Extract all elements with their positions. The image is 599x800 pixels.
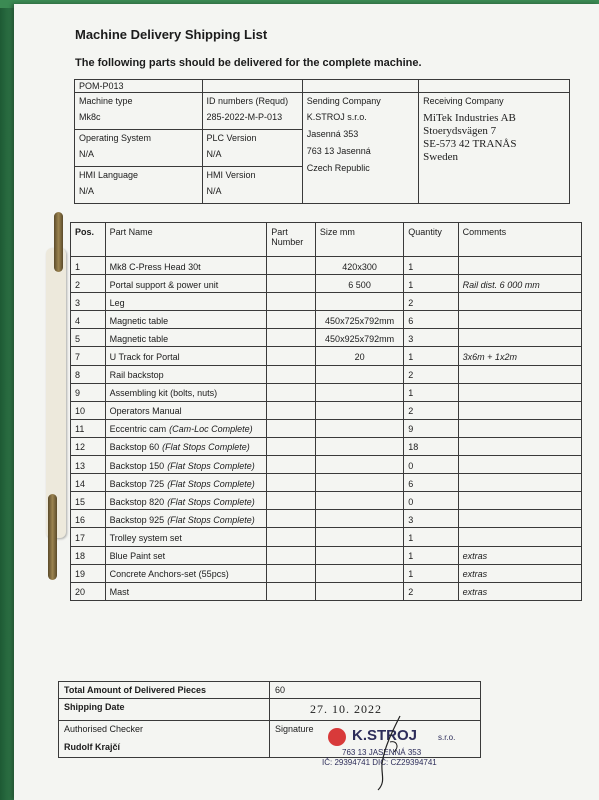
part-name-cell — [105, 383, 267, 401]
quantity-cell-text: 2 — [408, 370, 414, 381]
sending-line: Czech Republic — [306, 163, 370, 173]
part-name-cell — [105, 564, 267, 582]
pos-cell — [71, 528, 106, 546]
part-name-cell — [105, 311, 267, 329]
stamp-suffix: s.r.o. — [438, 733, 456, 742]
pos-cell — [71, 419, 106, 437]
shipping-date-value: 27. 10. 2022 — [310, 702, 382, 716]
part-name-cell — [105, 474, 267, 492]
part-name-cell-text: Backstop 150 — [109, 460, 165, 471]
size-cell — [315, 311, 403, 329]
total-pieces-label: Total Amount of Delivered Pieces — [59, 682, 270, 699]
part-number-cell — [267, 437, 316, 455]
part-number-cell — [267, 275, 316, 293]
sending-line: K.STROJ s.r.o. — [306, 112, 367, 122]
checker-label: Authorised Checker — [64, 724, 144, 734]
size-cell — [315, 564, 403, 582]
part-name-cell-text: Backstop 820 — [109, 496, 165, 507]
pos-cell — [71, 257, 106, 275]
checker-cell — [59, 721, 270, 758]
part-name-cell-text: Backstop 60 — [109, 442, 160, 453]
part-name-cell — [105, 528, 267, 546]
quantity-cell-text: 0 — [408, 496, 414, 507]
size-cell — [315, 528, 403, 546]
comment-cell — [458, 582, 581, 600]
size-cell — [315, 456, 403, 474]
part-number-cell — [267, 329, 316, 347]
id-numbers-value: 285-2022-M-P-013 — [206, 112, 283, 122]
pos-cell — [71, 311, 106, 329]
pos-cell-text: 17 — [75, 532, 86, 543]
quantity-cell — [404, 419, 458, 437]
comment-cell — [458, 456, 581, 474]
pos-cell — [71, 546, 106, 564]
pos-cell-text: 18 — [75, 551, 86, 562]
signature-label: Signature — [275, 724, 314, 734]
doc-code: POM-P013 — [75, 80, 203, 93]
table-row — [71, 257, 582, 275]
part-number-cell — [267, 582, 316, 600]
plc-version-label: PLC Version — [206, 133, 257, 143]
part-number-cell — [267, 564, 316, 582]
receiving-company-cell — [419, 93, 570, 204]
table-row — [71, 419, 582, 437]
shipping-date-label: Shipping Date — [59, 699, 270, 721]
pos-cell — [71, 564, 106, 582]
table-row — [71, 510, 582, 528]
quantity-cell-text: 1 — [408, 279, 414, 290]
table-row — [71, 275, 582, 293]
table-row — [71, 564, 582, 582]
quantity-cell — [404, 365, 458, 383]
quantity-cell — [404, 437, 458, 455]
table-row — [71, 528, 582, 546]
machine-type-cell — [75, 93, 203, 130]
part-name-cell-text: Backstop 925 — [109, 514, 165, 525]
quantity-cell-text: 1 — [408, 352, 414, 363]
quantity-cell — [404, 456, 458, 474]
pos-cell-text: 1 — [75, 261, 81, 272]
part-number-cell — [267, 528, 316, 546]
size-cell — [315, 582, 403, 600]
quantity-cell-text: 2 — [408, 587, 414, 598]
table-row — [71, 293, 582, 311]
table-row — [71, 474, 582, 492]
part-name-note: (Cam-Loc Complete) — [169, 424, 253, 435]
size-cell — [315, 474, 403, 492]
table-row — [71, 347, 582, 365]
hmi-version-value: N/A — [206, 186, 222, 196]
comment-cell-text: extras — [462, 551, 488, 562]
pos-cell — [71, 383, 106, 401]
pos-cell-text: 11 — [75, 424, 85, 435]
quantity-cell — [404, 582, 458, 600]
table-row — [71, 329, 582, 347]
comment-cell — [458, 492, 581, 510]
comment-cell-text: Rail dist. 6 000 mm — [462, 279, 540, 290]
hmi-version-label: HMI Version — [206, 170, 256, 180]
sending-line: Jasenná 353 — [306, 129, 359, 139]
part-name-note: (Flat Stops Complete) — [167, 514, 255, 525]
receiving-line: MiTek Industries AB — [423, 112, 516, 124]
part-number-cell — [267, 419, 316, 437]
part-name-cell — [105, 275, 267, 293]
part-name-cell — [105, 329, 267, 347]
operating-system-label: Operating System — [79, 133, 152, 143]
comment-cell — [458, 329, 581, 347]
part-name-cell-text: Leg — [109, 297, 125, 308]
column-header: Quantity — [404, 223, 458, 257]
part-name-cell-text: Assembling kit (bolts, nuts) — [109, 388, 218, 399]
part-number-cell — [267, 365, 316, 383]
pos-cell-text: 13 — [75, 460, 86, 471]
quantity-cell-text: 0 — [408, 460, 414, 471]
size-cell — [315, 329, 403, 347]
table-row — [71, 401, 582, 419]
part-number-cell — [267, 492, 316, 510]
size-cell — [315, 365, 403, 383]
quantity-cell-text: 3 — [408, 514, 414, 525]
part-name-cell-text: Portal support & power unit — [109, 279, 219, 290]
receiving-company-label: Receiving Company — [423, 96, 504, 106]
machine-info-table — [74, 79, 570, 204]
comment-cell — [458, 510, 581, 528]
pos-cell-text: 8 — [75, 370, 81, 381]
quantity-cell — [404, 474, 458, 492]
quantity-cell-text: 1 — [408, 532, 414, 543]
pos-cell — [71, 329, 106, 347]
part-name-note: (Flat Stops Complete) — [162, 442, 250, 453]
quantity-cell — [404, 564, 458, 582]
table-row — [71, 492, 582, 510]
part-number-cell — [267, 546, 316, 564]
quantity-cell-text: 9 — [408, 424, 414, 435]
quantity-cell-text: 1 — [408, 569, 414, 580]
part-name-note: (Flat Stops Complete) — [167, 460, 255, 471]
comment-cell — [458, 257, 581, 275]
part-name-cell-text: Magnetic table — [109, 315, 169, 326]
part-name-cell — [105, 401, 267, 419]
table-row — [71, 437, 582, 455]
machine-type-value: Mk8c — [79, 112, 101, 122]
comment-cell — [458, 347, 581, 365]
column-header: Part Name — [105, 223, 267, 257]
pos-cell-text: 7 — [75, 352, 81, 363]
pos-cell — [71, 582, 106, 600]
comment-cell — [458, 564, 581, 582]
quantity-cell — [404, 293, 458, 311]
table-row — [71, 456, 582, 474]
part-name-cell — [105, 293, 267, 311]
comment-cell-text: extras — [462, 587, 488, 598]
checker-name: Rudolf Krajčí — [64, 742, 121, 752]
hmi-language-cell — [75, 167, 203, 204]
handwritten-signature — [370, 712, 410, 792]
quantity-cell-text: 18 — [408, 442, 419, 453]
id-numbers-label: ID numbers (Requd) — [206, 96, 289, 106]
part-name-cell-text: Operators Manual — [109, 406, 182, 417]
quantity-cell-text: 1 — [408, 388, 414, 399]
kstroj-logo-icon — [328, 728, 346, 746]
part-number-cell — [267, 257, 316, 275]
part-number-cell — [267, 293, 316, 311]
quantity-cell — [404, 275, 458, 293]
pos-cell — [71, 474, 106, 492]
part-name-cell — [105, 546, 267, 564]
quantity-cell — [404, 257, 458, 275]
quantity-cell-text: 2 — [408, 406, 414, 417]
table-row — [71, 383, 582, 401]
size-cell-text: 6 500 — [348, 279, 371, 290]
quantity-cell — [404, 347, 458, 365]
part-name-note: (Flat Stops Complete) — [167, 478, 255, 489]
hmi-language-label: HMI Language — [79, 170, 139, 180]
quantity-cell-text: 2 — [408, 297, 414, 308]
document-subtitle: The following parts should be delivered for the complete machine. — [75, 57, 422, 69]
size-cell — [315, 419, 403, 437]
column-header: Size mm — [315, 223, 403, 257]
size-cell-text: 450x725x792mm — [325, 315, 395, 326]
table-row — [71, 546, 582, 564]
quantity-cell — [404, 492, 458, 510]
pos-cell-text: 14 — [75, 478, 86, 489]
receiving-line: Sweden — [423, 151, 458, 163]
quantity-cell — [404, 401, 458, 419]
quantity-cell-text: 1 — [408, 261, 414, 272]
id-numbers-cell — [202, 93, 302, 130]
parts-table — [70, 222, 582, 601]
parts-header-row — [71, 223, 582, 257]
quantity-cell-text: 6 — [408, 315, 414, 326]
size-cell — [315, 492, 403, 510]
size-cell — [315, 347, 403, 365]
part-number-cell — [267, 311, 316, 329]
comment-cell — [458, 293, 581, 311]
part-name-cell-text: Rail backstop — [109, 370, 164, 381]
part-number-cell — [267, 510, 316, 528]
part-number-cell — [267, 474, 316, 492]
column-header: Pos. — [71, 223, 106, 257]
comment-cell-text: extras — [462, 569, 488, 580]
part-name-cell — [105, 365, 267, 383]
part-name-cell-text: Backstop 725 — [109, 478, 165, 489]
pos-cell-text: 15 — [75, 496, 86, 507]
part-name-cell-text: Concrete Anchors-set (55pcs) — [109, 569, 229, 580]
pos-cell — [71, 437, 106, 455]
pos-cell — [71, 492, 106, 510]
table-row — [71, 311, 582, 329]
comment-cell — [458, 546, 581, 564]
pos-cell — [71, 401, 106, 419]
pos-cell — [71, 347, 106, 365]
comment-cell-text: 3x6m + 1x2m — [462, 352, 517, 363]
size-cell — [315, 437, 403, 455]
stamp-ids: IČ: 29394741 DIČ: CZ29394741 — [322, 758, 437, 767]
pos-cell — [71, 365, 106, 383]
document-title: Machine Delivery Shipping List — [75, 27, 268, 42]
pos-cell-text: 2 — [75, 279, 81, 290]
comment-cell — [458, 474, 581, 492]
comment-cell — [458, 383, 581, 401]
part-name-cell-text: Trolley system set — [109, 532, 182, 543]
part-name-cell-text: U Track for Portal — [109, 352, 180, 363]
operating-system-cell — [75, 130, 203, 167]
size-cell — [315, 275, 403, 293]
pos-cell-text: 16 — [75, 514, 86, 525]
pos-cell-text: 3 — [75, 297, 81, 308]
stamp-address: 763 13 JASENNÁ 353 — [342, 748, 422, 757]
table-row — [71, 582, 582, 600]
part-number-cell — [267, 456, 316, 474]
pos-cell-text: 20 — [75, 587, 86, 598]
pos-cell-text: 12 — [75, 442, 86, 453]
comment-cell — [458, 437, 581, 455]
part-number-cell — [267, 401, 316, 419]
comment-cell — [458, 419, 581, 437]
pos-cell-text: 10 — [75, 406, 86, 417]
size-cell — [315, 401, 403, 419]
receiving-line: SE-573 42 TRANÅS — [423, 138, 517, 150]
part-name-cell — [105, 492, 267, 510]
part-name-cell — [105, 582, 267, 600]
size-cell — [315, 293, 403, 311]
column-header: Comments — [458, 223, 581, 257]
pos-cell — [71, 456, 106, 474]
size-cell — [315, 257, 403, 275]
pos-cell — [71, 293, 106, 311]
part-name-note: (Flat Stops Complete) — [167, 496, 255, 507]
part-name-cell-text: Eccentric cam — [109, 424, 167, 435]
comment-cell — [458, 528, 581, 546]
part-name-cell-text: Mk8 C-Press Head 30t — [109, 261, 201, 272]
column-header: Part Number — [267, 223, 316, 257]
sending-company-cell — [302, 93, 418, 204]
part-name-cell-text: Mast — [109, 587, 130, 598]
part-name-cell — [105, 456, 267, 474]
comment-cell — [458, 275, 581, 293]
total-pieces-value: 60 — [270, 682, 481, 699]
sending-company-label: Sending Company — [306, 96, 381, 106]
quantity-cell-text: 3 — [408, 333, 414, 344]
receiving-line: Stoerydsvägen 7 — [423, 125, 497, 137]
part-name-cell-text: Blue Paint set — [109, 551, 166, 562]
pos-cell — [71, 275, 106, 293]
part-name-cell-text: Magnetic table — [109, 333, 169, 344]
plc-version-value: N/A — [206, 149, 222, 159]
part-number-cell — [267, 383, 316, 401]
size-cell-text: 20 — [354, 352, 365, 363]
size-cell-text: 420x300 — [342, 261, 377, 272]
quantity-cell-text: 6 — [408, 478, 414, 489]
quantity-cell-text: 1 — [408, 551, 414, 562]
comment-cell — [458, 311, 581, 329]
part-name-cell — [105, 347, 267, 365]
table-row — [71, 365, 582, 383]
part-name-cell — [105, 510, 267, 528]
comment-cell — [458, 365, 581, 383]
hmi-language-value: N/A — [79, 186, 95, 196]
plc-version-cell — [202, 130, 302, 167]
part-name-cell — [105, 437, 267, 455]
comment-cell — [458, 401, 581, 419]
pos-cell-text: 9 — [75, 388, 81, 399]
quantity-cell — [404, 329, 458, 347]
size-cell — [315, 383, 403, 401]
part-number-cell — [267, 347, 316, 365]
stamp-company: K.STROJ — [352, 727, 418, 744]
quantity-cell — [404, 311, 458, 329]
part-name-cell — [105, 419, 267, 437]
quantity-cell — [404, 510, 458, 528]
quantity-cell — [404, 528, 458, 546]
pos-cell-text: 4 — [75, 315, 81, 326]
pos-cell — [71, 510, 106, 528]
size-cell-text: 450x925x792mm — [325, 333, 395, 344]
quantity-cell — [404, 546, 458, 564]
quantity-cell — [404, 383, 458, 401]
pos-cell-text: 19 — [75, 569, 86, 580]
size-cell — [315, 510, 403, 528]
hmi-version-cell — [202, 167, 302, 204]
sending-line: 763 13 Jasenná — [306, 146, 371, 156]
pos-cell-text: 5 — [75, 333, 81, 344]
operating-system-value: N/A — [79, 149, 95, 159]
machine-type-label: Machine type — [79, 96, 133, 106]
part-name-cell — [105, 257, 267, 275]
size-cell — [315, 546, 403, 564]
